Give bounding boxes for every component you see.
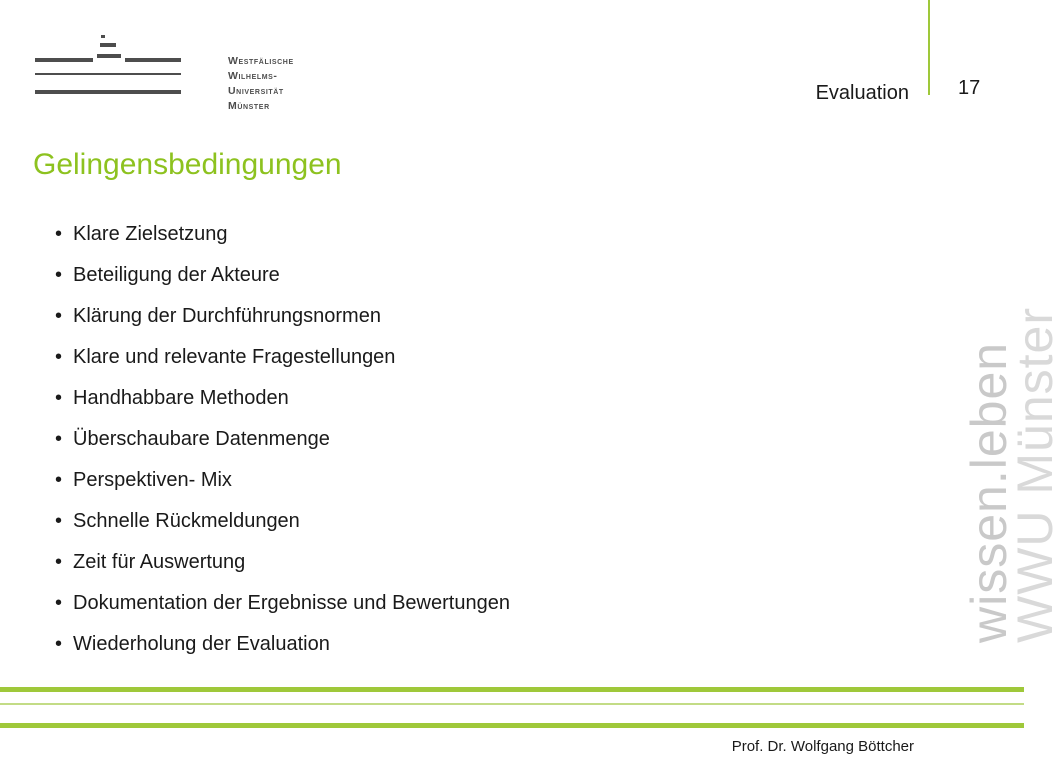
- bullet-item: [55, 419, 510, 460]
- bullet-dot: •: [55, 387, 63, 409]
- bullet-item: [55, 542, 510, 583]
- bullet-text: Perspektiven- Mix: [73, 469, 232, 491]
- bullet-text: Beteiligung der Akteure: [73, 264, 280, 286]
- bullet-text: Dokumentation der Ergebnisse und Bewertungen: [73, 592, 510, 614]
- bullet-dot: •: [55, 551, 63, 573]
- bullet-dot: •: [55, 592, 63, 614]
- bullet-text: Schnelle Rückmeldungen: [73, 510, 300, 532]
- footer-author: Prof. Dr. Wolfgang Böttcher: [731, 738, 914, 755]
- footer-bar: [0, 723, 1024, 728]
- bullet-dot: •: [55, 264, 63, 286]
- bullet-dot: •: [55, 428, 63, 450]
- bullet-text: Klärung der Durchführungsnormen: [73, 305, 381, 327]
- page-number: 17: [958, 77, 981, 99]
- university-logo: [33, 30, 333, 112]
- bullet-item: [55, 255, 510, 296]
- watermark-slogan: wissen.leben: [961, 341, 1017, 643]
- wwu-logo-icon: [33, 30, 223, 100]
- bullet-item: [55, 501, 510, 542]
- bullet-dot: •: [55, 633, 63, 655]
- bullet-dot: •: [55, 305, 63, 327]
- slide-title: Gelingensbedingungen: [33, 148, 342, 181]
- header-divider: [928, 0, 930, 95]
- bullet-item: [55, 460, 510, 501]
- bullet-dot: •: [55, 346, 63, 368]
- bullet-text: Wiederholung der Evaluation: [73, 633, 330, 655]
- bullet-item: [55, 337, 510, 378]
- watermark: [950, 307, 1063, 645]
- bullet-text: Handhabbare Methoden: [73, 387, 289, 409]
- watermark-university: WWU Münster: [1007, 307, 1063, 643]
- bullet-dot: •: [55, 510, 63, 532]
- header-title: Evaluation: [815, 82, 909, 104]
- bullet-text: Zeit für Auswertung: [73, 551, 246, 573]
- bullet-item: [55, 378, 510, 419]
- footer-bar-thin: [0, 703, 1024, 705]
- bullet-dot: •: [55, 469, 63, 491]
- bullet-item: [55, 624, 510, 665]
- bullet-dot: •: [55, 223, 63, 245]
- bullet-text: Klare und relevante Fragestellungen: [73, 346, 396, 368]
- bullet-item: [55, 583, 510, 624]
- university-name: Westfälische Wilhelms-Universität Münster: [228, 55, 294, 112]
- bullet-item: [55, 296, 510, 337]
- bullet-text: Überschaubare Datenmenge: [73, 428, 330, 450]
- bullet-list: [55, 214, 510, 665]
- bullet-text: Klare Zielsetzung: [73, 223, 228, 245]
- footer-bar: [0, 687, 1024, 692]
- bullet-item: [55, 214, 510, 255]
